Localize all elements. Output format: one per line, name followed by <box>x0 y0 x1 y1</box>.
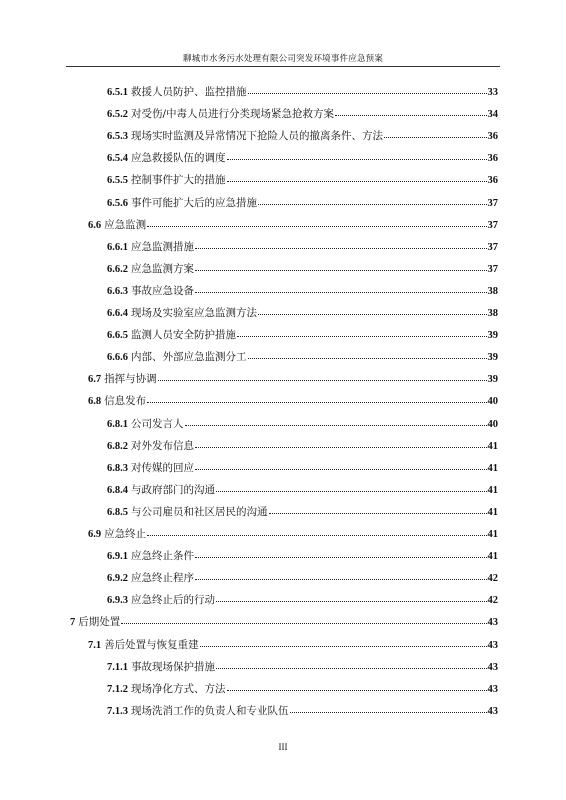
toc-dot-leader <box>158 371 487 381</box>
header-divider <box>66 66 500 67</box>
toc-dot-leader <box>195 261 487 271</box>
toc-entry-title: 与政府部门的沟通 <box>131 483 215 496</box>
toc-entry-number: 6.5.4 <box>107 153 128 165</box>
toc-entry-title: 现场实时监测及异常情况下抢险人员的撤离条件、方法 <box>131 130 383 143</box>
toc-entry[interactable] <box>107 151 498 165</box>
toc-entry-page: 41 <box>487 506 498 518</box>
toc-entry-number: 6.7 <box>88 374 102 386</box>
toc-entry-page: 42 <box>487 595 498 607</box>
toc-entry-number: 6.6.3 <box>107 285 128 297</box>
toc-dot-leader <box>384 128 487 138</box>
toc-entry[interactable] <box>107 571 498 585</box>
toc-entry-number: 7 <box>70 617 76 629</box>
toc-dot-leader <box>216 659 487 669</box>
toc-entry-title: 应急终止程序 <box>131 572 194 585</box>
toc-entry[interactable] <box>107 350 498 364</box>
toc-entry-title: 应急终止条件 <box>131 550 194 563</box>
toc-dot-leader <box>195 570 487 580</box>
toc-entry-number: 6.8 <box>88 396 102 408</box>
toc-entry-number: 6.6.6 <box>107 352 128 364</box>
toc-entry-page: 43 <box>487 661 498 673</box>
toc-entry-title: 后期处置 <box>78 616 121 629</box>
toc-entry[interactable] <box>107 85 498 99</box>
toc-entry-page: 43 <box>487 705 498 717</box>
toc-dot-leader <box>258 305 487 315</box>
toc-entry[interactable] <box>107 461 498 475</box>
toc-dot-leader <box>195 548 487 558</box>
toc-entry-number: 6.6.2 <box>107 263 128 275</box>
toc-dot-leader <box>195 283 487 293</box>
toc-dot-leader <box>185 416 487 426</box>
toc-entry-number: 6.5.2 <box>107 109 128 121</box>
toc-dot-leader <box>121 614 486 624</box>
toc-entry-page: 39 <box>487 330 498 342</box>
toc-entry-page: 41 <box>487 440 498 452</box>
toc-entry[interactable] <box>107 328 498 342</box>
toc-entry-page: 40 <box>487 396 498 408</box>
toc-dot-leader <box>227 150 487 160</box>
toc-entry[interactable] <box>88 372 498 386</box>
toc-entry-page: 42 <box>487 573 498 585</box>
toc-entry-title: 应急救援队伍的调度 <box>131 152 226 165</box>
toc-entry-number: 6.5.6 <box>107 197 128 209</box>
toc-entry[interactable] <box>88 394 498 408</box>
toc-entry-page: 38 <box>487 308 498 319</box>
toc-entry-page: 43 <box>487 639 498 651</box>
toc-entry-title: 事件可能扩大后的应急措施 <box>131 196 257 209</box>
toc-entry-title: 善后处置与恢复重建 <box>104 638 199 651</box>
toc-entry-number: 6.8.3 <box>107 462 128 474</box>
toc-entry-title: 救援人员防护、监控措施 <box>131 86 247 98</box>
toc-entry-page: 36 <box>487 175 498 187</box>
toc-entry[interactable] <box>107 306 498 320</box>
toc-entry[interactable] <box>107 240 498 254</box>
toc-entry[interactable] <box>107 593 498 607</box>
toc-entry-number: 7.1.1 <box>107 661 128 673</box>
toc-entry-page: 33 <box>487 87 498 98</box>
toc-dot-leader <box>195 438 487 448</box>
toc-entry-title: 内部、外部应急监测分工 <box>131 351 247 364</box>
toc-entry-number: 6.8.5 <box>107 506 128 518</box>
toc-entry-page: 39 <box>487 374 498 386</box>
toc-entry[interactable] <box>107 682 498 696</box>
toc-entry-number: 6.9.3 <box>107 595 128 607</box>
toc-entry-page: 37 <box>487 219 498 231</box>
toc-entry-number: 6.6.5 <box>107 330 128 342</box>
toc-dot-leader <box>269 504 487 514</box>
toc-entry-title: 对受伤/中毒人员进行分类现场紧急抢救方案 <box>131 108 335 121</box>
toc-dot-leader <box>216 482 487 492</box>
toc-entry-title: 现场及实验室应急监测方法 <box>131 307 257 319</box>
toc-dot-leader <box>195 460 487 470</box>
toc-entry-page: 41 <box>487 462 498 474</box>
toc-entry-number: 6.8.4 <box>107 484 128 496</box>
toc-entry-title: 监测人员安全防护措施 <box>131 329 236 342</box>
toc-entry-page: 40 <box>487 418 498 430</box>
toc-dot-leader <box>335 106 486 116</box>
toc-entry[interactable] <box>88 527 498 541</box>
toc-entry-number: 6.5.5 <box>107 175 128 187</box>
toc-entry-title: 现场洗消工作的负责人和专业队伍 <box>131 704 289 717</box>
toc-entry-title: 对传媒的回应 <box>131 461 194 474</box>
toc-entry-title: 现场净化方式、方法 <box>131 682 226 695</box>
toc-dot-leader <box>290 703 487 713</box>
toc-entry-page: 37 <box>487 263 498 275</box>
toc-entry[interactable] <box>107 549 498 563</box>
toc-entry-page: 38 <box>487 285 498 297</box>
toc-entry-title: 公司发言人 <box>131 417 184 430</box>
toc-dot-leader <box>147 217 486 227</box>
toc-dot-leader <box>195 239 487 249</box>
toc-entry-number: 7.1.3 <box>107 705 128 717</box>
toc-entry-title: 事故现场保护措施 <box>131 660 215 673</box>
toc-entry[interactable] <box>107 196 498 210</box>
toc-entry-page: 36 <box>487 153 498 165</box>
toc-entry-title: 控制事件扩大的措施 <box>131 174 226 187</box>
toc-entry-title: 对外发布信息 <box>131 439 194 452</box>
toc-entry[interactable] <box>88 218 498 232</box>
toc-entry-title: 与公司雇员和社区居民的沟通 <box>131 505 268 518</box>
toc-entry-number: 6.9.2 <box>107 573 128 585</box>
toc-entry-title: 指挥与协调 <box>104 373 157 386</box>
page-number: III <box>278 742 288 752</box>
toc-entry-page: 36 <box>487 131 498 143</box>
toc-entry-title: 应急终止 <box>104 528 147 540</box>
toc-entry-page: 34 <box>487 109 498 121</box>
toc-entry-page: 41 <box>487 529 498 540</box>
toc-entry-number: 6.5.3 <box>107 131 128 143</box>
toc-entry-title: 应急终止后的行动 <box>131 594 215 607</box>
toc-entry-page: 43 <box>487 617 498 629</box>
toc-entry-number: 7.1 <box>88 639 102 651</box>
toc-entry[interactable] <box>88 638 498 652</box>
toc-entry-title: 事故应急设备 <box>131 284 194 297</box>
toc-dot-leader <box>248 349 487 359</box>
toc-entry[interactable] <box>107 483 498 497</box>
toc-entry-number: 6.6.4 <box>107 308 128 319</box>
toc-entry-number: 6.8.1 <box>107 418 128 430</box>
toc-entry-number: 6.6 <box>88 219 102 231</box>
toc-entry[interactable] <box>107 660 498 674</box>
toc-entry-title: 信息发布 <box>104 395 147 408</box>
toc-entry[interactable] <box>107 439 498 453</box>
toc-entry-number: 6.9.1 <box>107 551 128 563</box>
page-header: 聊城市水务污水处理有限公司突发环境事件应急预案 <box>182 54 384 64</box>
toc-dot-leader <box>237 327 487 337</box>
toc-entry-page: 37 <box>487 197 498 209</box>
toc-entry-title: 应急监测方案 <box>131 262 194 275</box>
toc-entry[interactable] <box>107 129 498 143</box>
toc-entry[interactable] <box>107 704 498 718</box>
toc-entry[interactable] <box>70 615 498 629</box>
toc-dot-leader <box>200 637 487 647</box>
toc-entry[interactable] <box>107 107 498 121</box>
toc-entry-number: 6.8.2 <box>107 440 128 452</box>
toc-entry-title: 应急监测措施 <box>131 240 194 253</box>
toc-dot-leader <box>248 84 487 94</box>
toc-dot-leader <box>258 195 487 205</box>
toc-entry[interactable] <box>107 262 498 276</box>
toc-entry-page: 41 <box>487 484 498 496</box>
toc-dot-leader <box>227 172 487 182</box>
toc-entry-page: 37 <box>487 241 498 253</box>
toc-dot-leader <box>147 526 486 536</box>
toc-entry-number: 6.6.1 <box>107 241 128 253</box>
toc-dot-leader <box>147 393 486 403</box>
toc-entry-number: 6.5.1 <box>107 87 128 98</box>
toc-entry-page: 43 <box>487 683 498 695</box>
toc-entry-title: 应急监测 <box>104 218 147 231</box>
toc-entry-number: 7.1.2 <box>107 683 128 695</box>
toc-entry-page: 39 <box>487 352 498 364</box>
toc-dot-leader <box>216 592 487 602</box>
toc-entry[interactable] <box>107 417 498 431</box>
toc-entry-page: 41 <box>487 551 498 563</box>
toc-dot-leader <box>227 681 487 691</box>
toc-entry[interactable] <box>107 173 498 187</box>
toc-entry-number: 6.9 <box>88 529 102 540</box>
toc-entry[interactable] <box>107 505 498 519</box>
toc-entry[interactable] <box>107 284 498 298</box>
